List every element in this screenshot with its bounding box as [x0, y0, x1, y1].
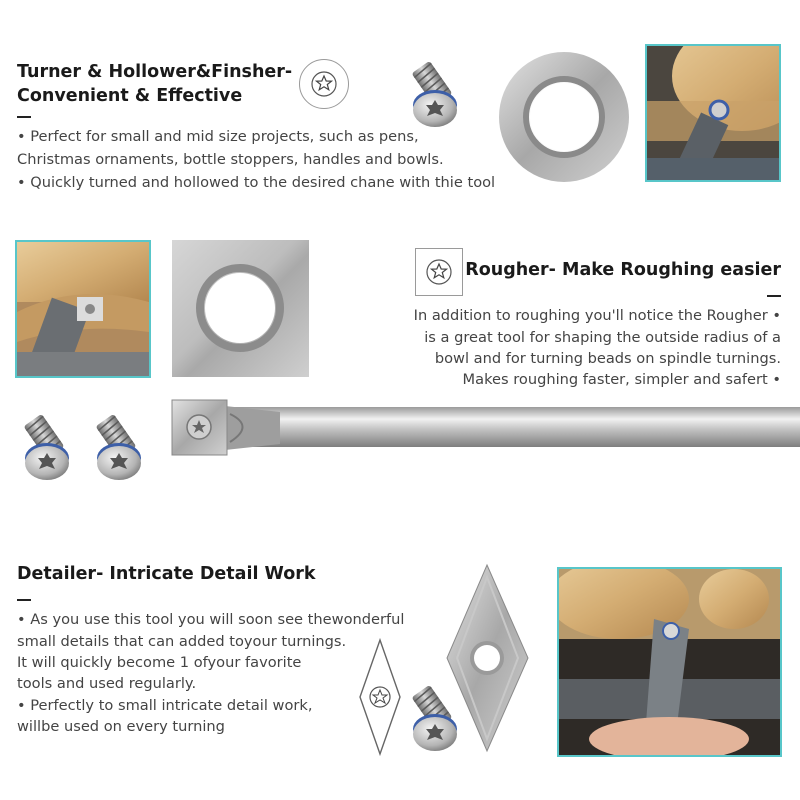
screw-image — [12, 405, 92, 490]
diamond-insert-image — [445, 563, 530, 753]
section1-divider — [17, 116, 31, 118]
section2-divider — [767, 295, 781, 297]
lathe-turning-photo — [645, 44, 781, 182]
screw-image — [84, 405, 164, 490]
rougher-tool-image — [170, 398, 800, 458]
section1-bullet-2: Christmas ornaments, bottle stoppers, handles and bowls. — [17, 151, 444, 168]
section3-bullet-6: willbe used on every turning — [17, 718, 225, 735]
section3-bullet-2: small details that can added toyour turnings. — [17, 633, 347, 650]
lathe-detail-photo — [557, 567, 782, 757]
square-insert-image — [172, 240, 309, 377]
section2-bullet-1: In addition to roughing you'll notice the Rougher • — [413, 307, 781, 324]
section3-bullet-5: • Perfectly to small intricate detail work, — [17, 697, 313, 714]
section3-bullet-1: • As you use this tool you will soon see thewonderful — [17, 611, 405, 628]
lathe-roughing-photo — [15, 240, 151, 378]
round-insert-image — [497, 50, 631, 184]
section1-title-line2: Convenient & Effective — [17, 86, 243, 106]
section2-bullet-4: Makes roughing faster, simpler and safert • — [462, 371, 781, 388]
star-icon — [358, 638, 402, 756]
section2-bullet-3: bowl and for turning beads on spindle turnings. — [434, 350, 781, 367]
star-icon — [415, 248, 463, 296]
section1-title-line1: Turner & Hollower&Finsher- — [17, 62, 293, 82]
section3-bullet-3: It will quickly become 1 ofyour favorite — [17, 654, 302, 671]
section1-bullet-1: • Perfect for small and mid size projects, such as pens, — [17, 128, 419, 145]
section2-bullet-2: is a great tool for shaping the outside radius of a — [424, 329, 781, 346]
section3-title: Detailer- Intricate Detail Work — [17, 564, 316, 584]
section3-bullet-4: tools and used regularly. — [17, 675, 197, 692]
section1-bullet-3: • Quickly turned and hollowed to the desired chane with thie tool — [17, 174, 496, 191]
screw-image — [400, 52, 480, 137]
star-icon — [299, 59, 349, 109]
section3-divider — [17, 599, 31, 601]
section2-title: Rougher- Make Roughing easier — [465, 260, 781, 280]
